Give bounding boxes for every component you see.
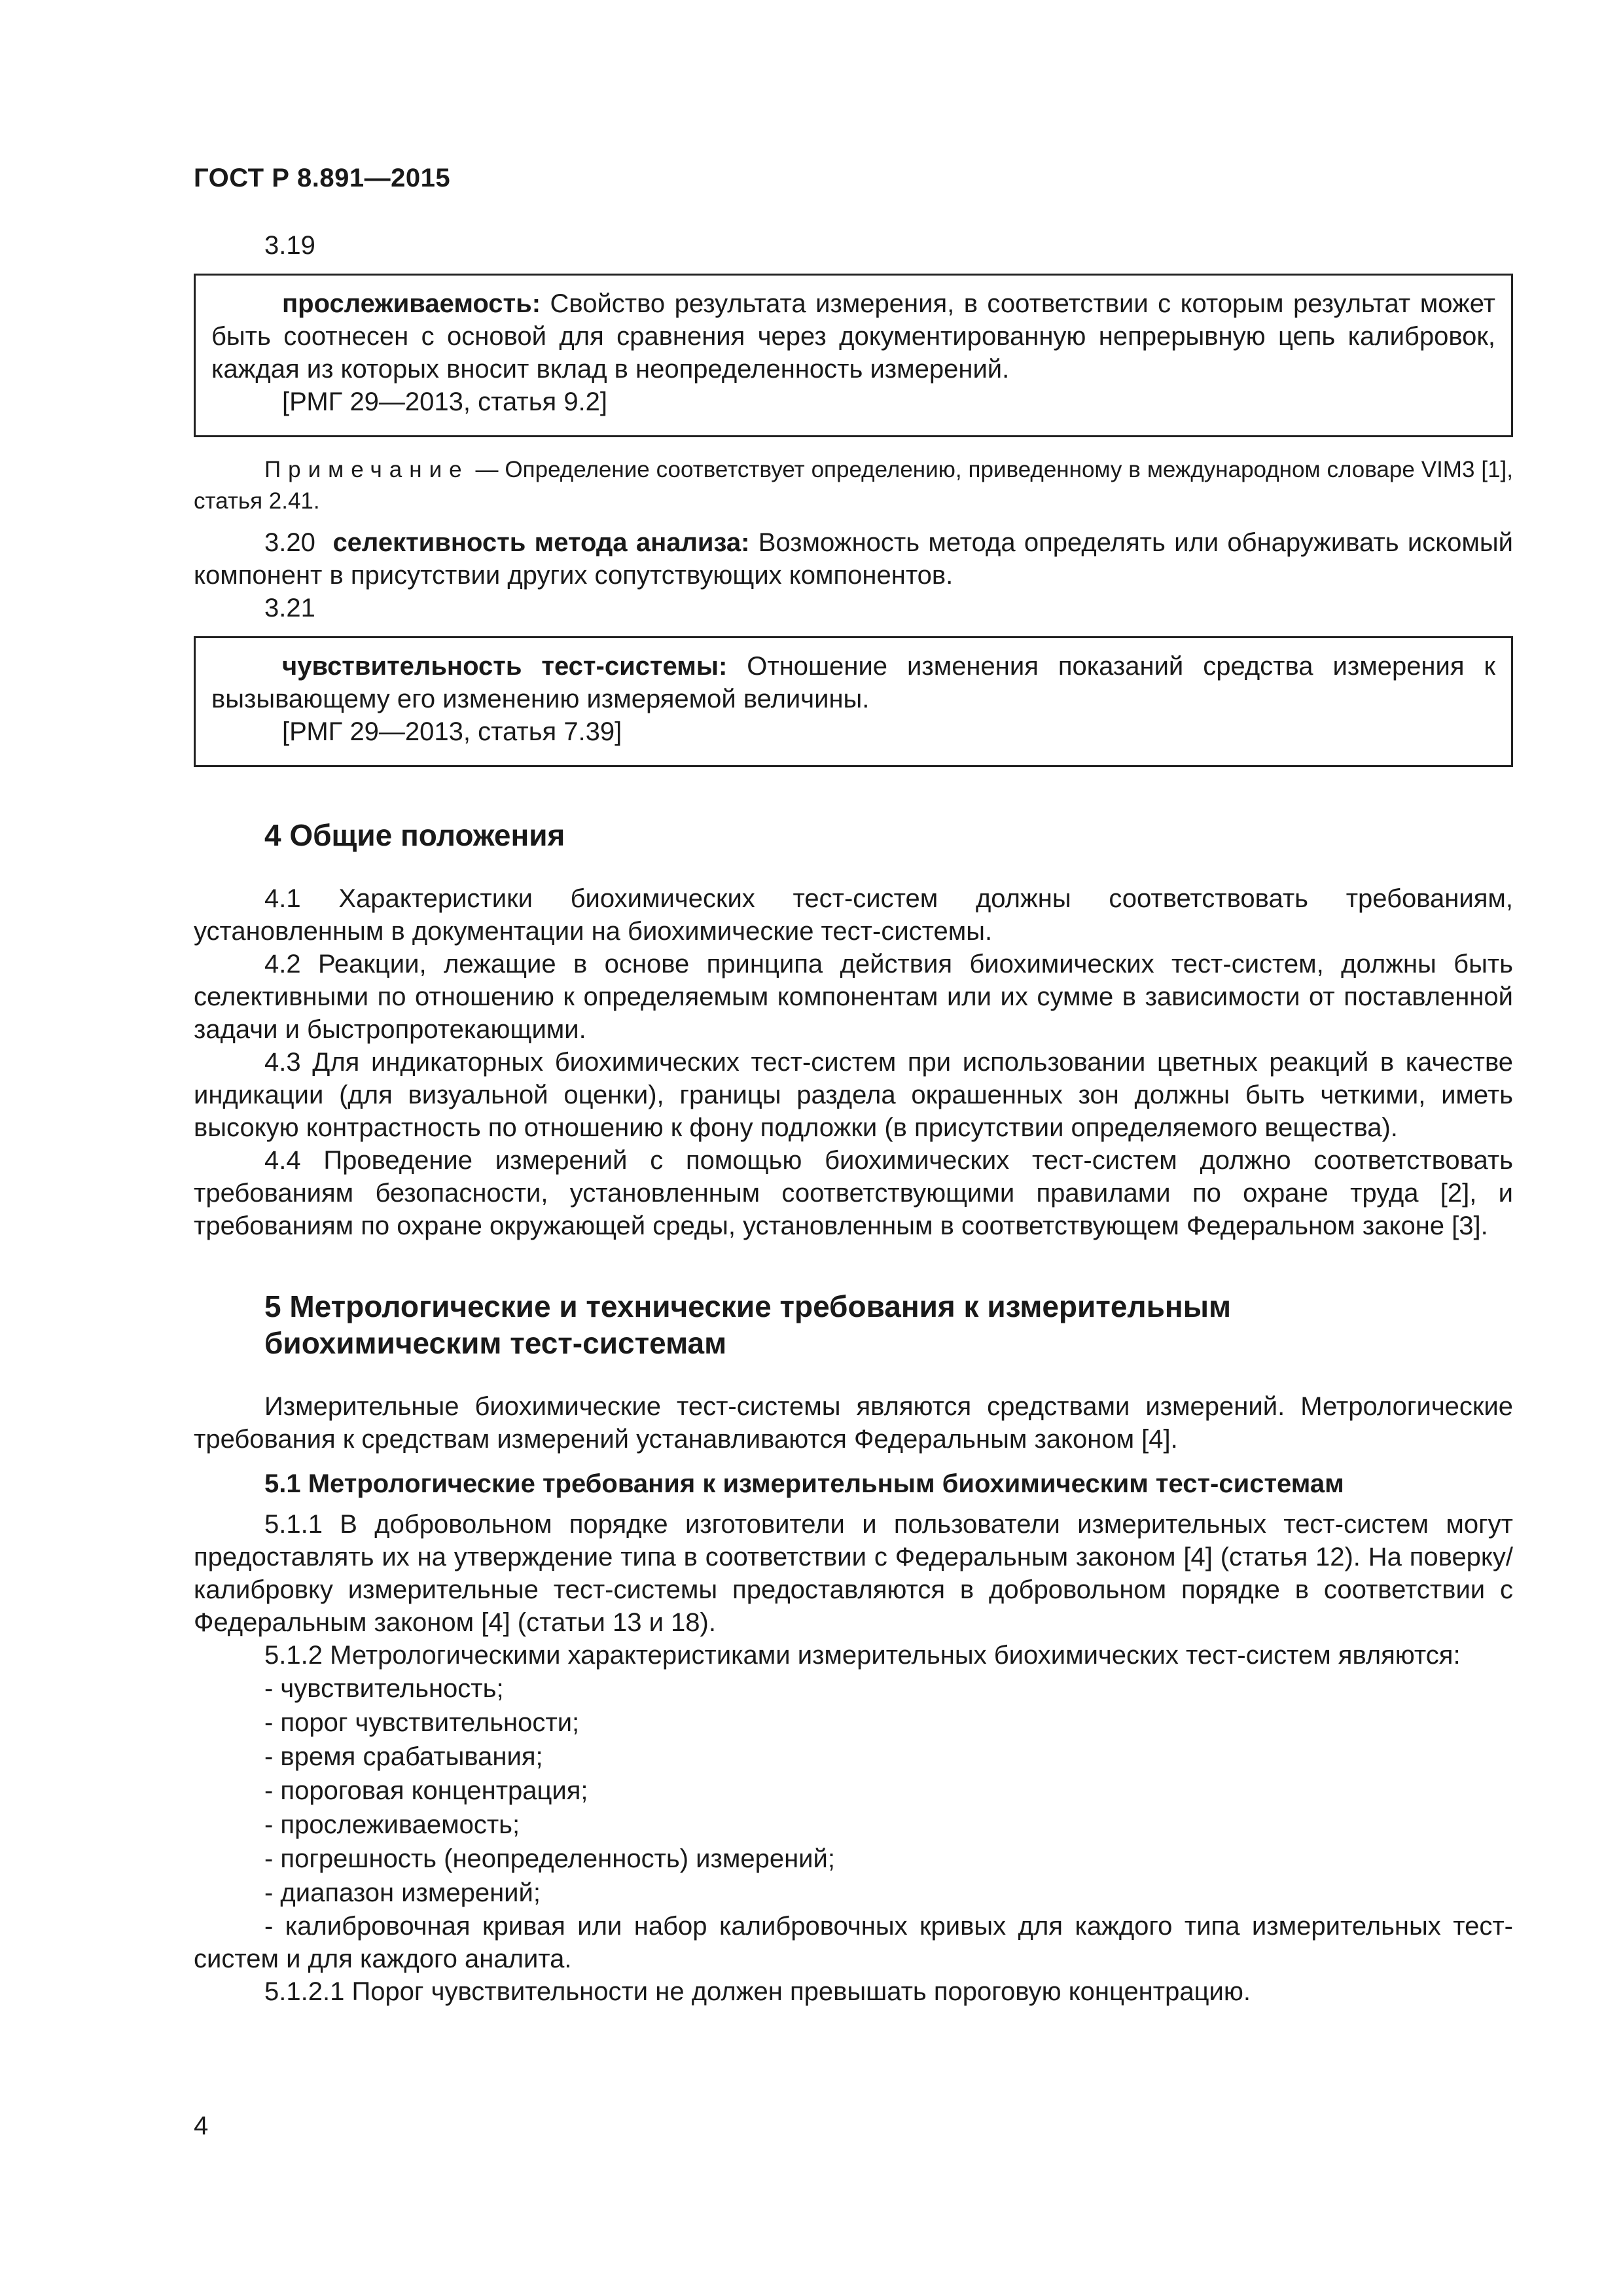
note-3-19 [194, 454, 1513, 517]
list-item: - время срабатывания; [264, 1742, 543, 1771]
list-item: - диапазон измерений; [264, 1878, 541, 1907]
page-number: 4 [194, 2111, 209, 2140]
definition-box-3-21 [194, 636, 1513, 767]
characteristics-list [194, 1672, 1513, 1910]
clause-5-1-2-1: 5.1.2.1 Порог чувствительности не должен превышать пороговую концентрацию. [264, 1977, 1251, 2006]
document-body [194, 229, 1513, 2008]
definition-text-3-20: Возможность метода определять или обнаруживать искомый компонент в присутствии других сопутствующих компонентов. [194, 528, 1513, 590]
document-code: ГОСТ Р 8.891—2015 [194, 164, 451, 192]
definition-3-21 [211, 650, 1495, 715]
term-3-19: прослеживаемость: [282, 289, 541, 318]
clause-4-2: 4.2 Реакции, лежащие в основе принципа действия биохимических тест-систем, должны быть селективными по отношению к определяемым компонентам или их сумме в зависимости от поставленной задачи и быстропротекающими. [194, 950, 1513, 1044]
section-5-intro: Измерительные биохимические тест-системы являются средствами измерений. Метрологические требования к средствам измерений устанавливаются Федеральным законом [4]. [194, 1392, 1513, 1454]
list-item-last: - калибровочная кривая или набор калибровочных кривых для каждого типа измерительных тест-систем и для каждого аналита. [194, 1912, 1513, 1973]
list-item: - прослеживаемость; [264, 1810, 520, 1839]
definition-text-3-21: Отношение изменения показаний средства измерения к вызывающему его изменению измеряемой величины. [211, 652, 1495, 713]
reference-3-19: [РМГ 29—2013, статья 9.2] [282, 387, 608, 416]
definition-box-3-19 [194, 274, 1513, 437]
reference-3-21: [РМГ 29—2013, статья 7.39] [282, 717, 622, 746]
clause-number-3-20: 3.20 [264, 528, 315, 557]
section-5-heading: 5 Метрологические и технические требования к измерительным биохимическим тест-системам [264, 1289, 1232, 1360]
section-4-heading: 4 Общие положения [264, 818, 565, 852]
definition-3-20 [194, 526, 1513, 592]
definition-3-19 [211, 287, 1495, 386]
term-3-21: чувствительность тест-системы: [282, 652, 728, 681]
list-item: - пороговая концентрация; [264, 1776, 588, 1805]
clause-4-3: 4.3 Для индикаторных биохимических тест-систем при использовании цветных реакций в качестве индикации (для визуальной оценки), границы раздела окрашенных зон должны быть четкими, иметь высокую контрастность по отношению к фону подложки (в присутствии определяемого вещества). [194, 1048, 1513, 1142]
clause-number-3-21: 3.21 [264, 594, 315, 622]
clause-4-1: 4.1 Характеристики биохимических тест-систем должны соответствовать требованиям, установленным в документации на биохимические тест-системы. [194, 884, 1513, 946]
clause-number-3-19: 3.19 [264, 231, 315, 260]
definition-text-3-19: Свойство результата измерения, в соответствии с которым результат может быть соотнесен с основой для сравнения через документированную непрерывную цепь калибровок, каждая из которых вносит вклад в неопределенность измерений. [211, 289, 1495, 384]
clause-5-1-2: 5.1.2 Метрологическими характеристиками измерительных биохимических тест-систем являются: [264, 1641, 1461, 1670]
note-text: — Определение соответствует определению, приведенному в международном словаре VIM3 [1], статья 2.41. [194, 457, 1513, 514]
note-label: Примечание [264, 457, 469, 482]
clause-5-1-1: 5.1.1 В добровольном порядке изготовители и пользователи измерительных тест-систем могут предоставлять их на утверждение типа в соответствии с Федеральным законом [4] (статья 12). На поверку/калибровку измерительные тест-системы предоставляются в добровольном порядке в соответствии с Федеральным законом [4] (статьи 13 и 18). [194, 1510, 1513, 1637]
list-item: - порог чувствительности; [264, 1708, 580, 1737]
list-item: - чувствительность; [264, 1674, 504, 1703]
clause-4-4: 4.4 Проведение измерений с помощью биохимических тест-систем должно соответствовать требованиям безопасности, установленным соответствующими правилами по охране труда [2], и требованиям по охране окружающей среды, установленным в соответствующем Федеральном законе [3]. [194, 1146, 1513, 1240]
term-3-20: селективность метода анализа: [332, 528, 750, 557]
subsection-5-1-heading: 5.1 Метрологические требования к измерительным биохимическим тест-системам [264, 1469, 1344, 1498]
list-item: - погрешность (неопределенность) измерений; [264, 1844, 835, 1873]
